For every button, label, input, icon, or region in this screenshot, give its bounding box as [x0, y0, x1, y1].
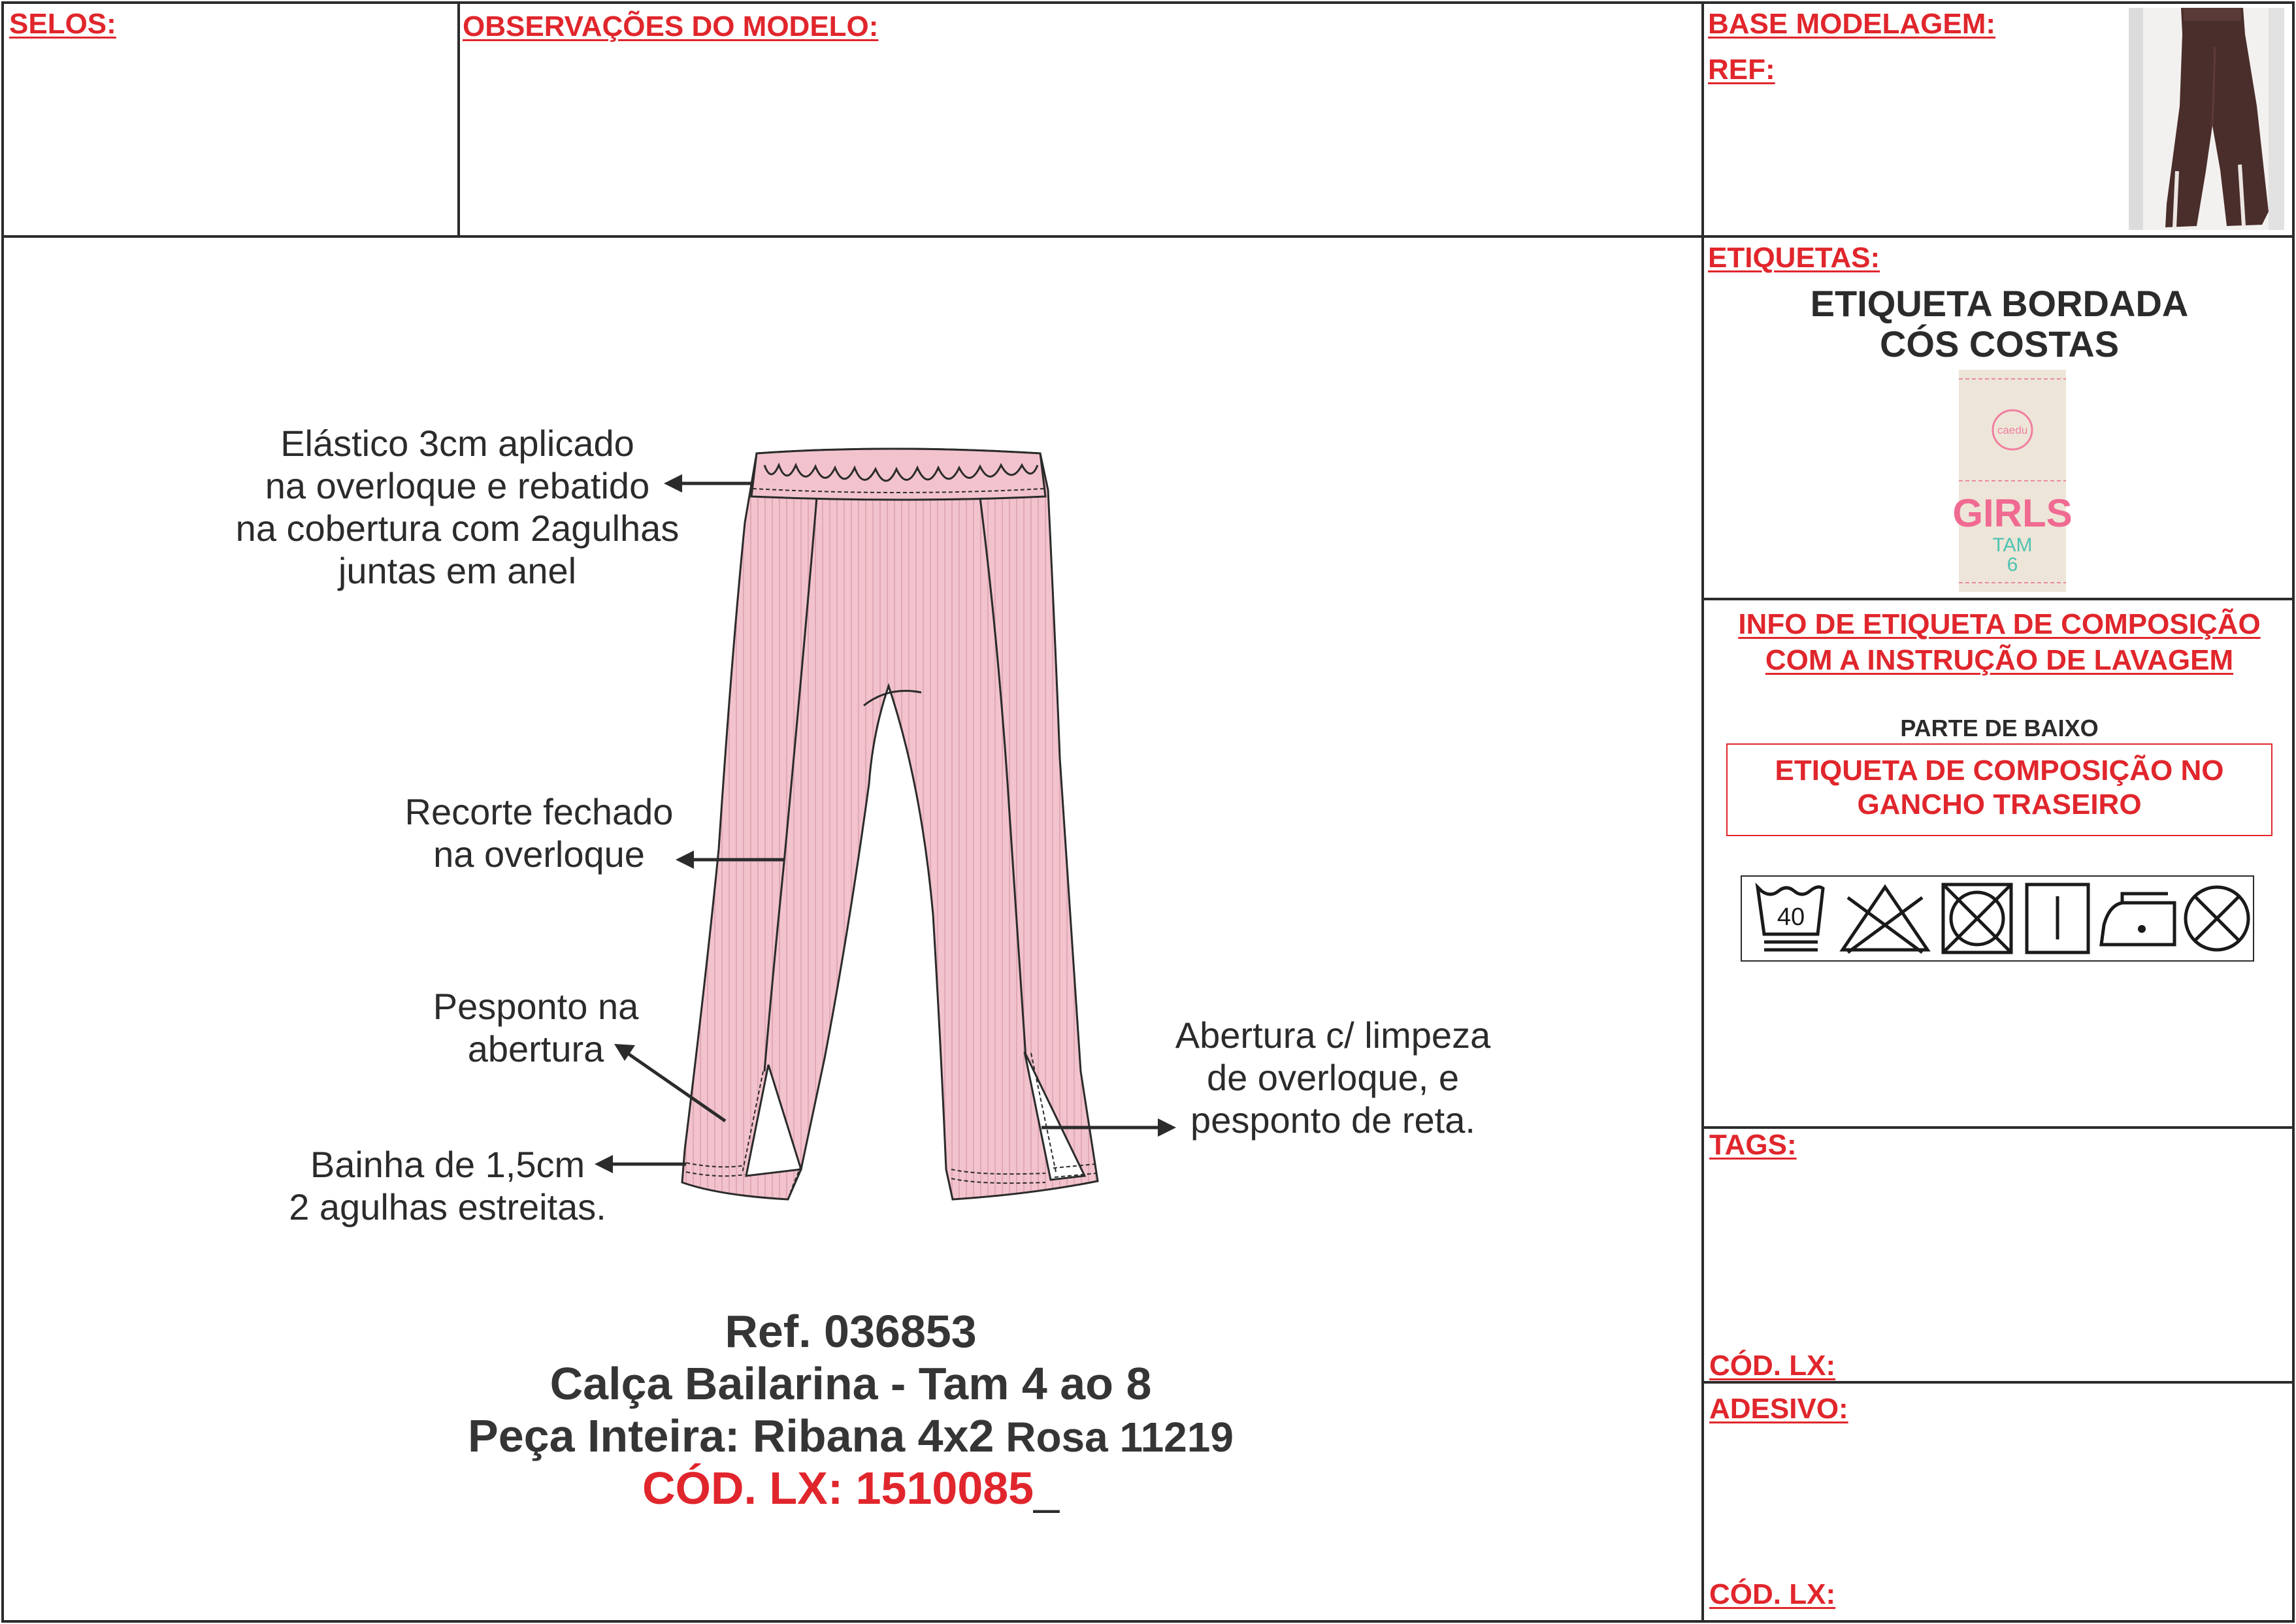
product-fabric-main: Peça Inteira: Ribana 4x2	[468, 1410, 994, 1461]
annotation-elastico	[196, 422, 719, 592]
parte-de-baixo-label: PARTE DE BAIXO	[1900, 715, 2099, 741]
wash-temp-text: 40	[1777, 903, 1805, 931]
selos-label: SELOS:	[9, 8, 116, 40]
label-girls-text: GIRLS	[1952, 491, 2073, 535]
annotation-elastico-line3: na cobertura com 2agulhas	[235, 508, 680, 549]
annotation-abertura-line2: de overloque, e	[1206, 1057, 1460, 1098]
label-brand-text: caedu	[1997, 424, 2028, 436]
product-name: Calça Bailarina - Tam 4 ao 8	[549, 1358, 1152, 1409]
annotation-elastico-line4: juntas em anel	[338, 550, 577, 591]
etiqueta-title-line2: CÓS COSTAS	[1879, 323, 2120, 365]
annotation-abertura	[1156, 1014, 1509, 1141]
label-size-text: 6	[2007, 554, 2018, 576]
composicao-heading	[1704, 606, 2295, 678]
annotation-abertura-line1: Abertura c/ limpeza	[1175, 1015, 1491, 1056]
tags-cod-lx-label: CÓD. LX:	[1709, 1350, 1836, 1382]
base-modelagem-label: BASE MODELAGEM:	[1708, 8, 1995, 40]
composicao-box	[1726, 743, 2272, 836]
annotation-abertura-line3: pesponto de reta.	[1190, 1099, 1475, 1141]
etiqueta-title	[1704, 284, 2295, 365]
annotation-elastico-line2: na overloque e rebatido	[265, 465, 650, 506]
embroidered-label-image	[1952, 370, 2073, 592]
composicao-heading-line1: INFO DE ETIQUETA DE COMPOSIÇÃO	[1738, 608, 2261, 640]
wash-40-icon	[1751, 881, 1831, 956]
etiquetas-label: ETIQUETAS:	[1708, 242, 1880, 274]
annotation-pesponto-line1: Pesponto na	[433, 986, 639, 1027]
reference-photo	[2129, 8, 2284, 230]
product-fabric	[0, 1410, 1701, 1462]
composicao-box-line2: GANCHO TRASEIRO	[1857, 788, 2142, 820]
observacoes-label: OBSERVAÇÕES DO MODELO:	[463, 10, 879, 42]
no-tumble-dry-icon	[1938, 879, 2016, 958]
no-dry-clean-icon	[2180, 879, 2254, 958]
sidebar-divider	[1701, 1, 1704, 1623]
no-bleach-icon	[1836, 881, 1934, 956]
annotation-elastico-line1: Elástico 3cm aplicado	[280, 423, 634, 464]
annotation-recorte-line2: na overloque	[433, 834, 645, 875]
composicao-box-line1: ETIQUETA DE COMPOSIÇÃO NO	[1775, 755, 2224, 787]
product-cod-lx-text: CÓD. LX: 1510085	[642, 1463, 1034, 1514]
annotation-recorte-line1: Recorte fechado	[404, 791, 674, 832]
etiqueta-title-line1: ETIQUETA BORDADA	[1810, 283, 2189, 324]
annotation-pesponto	[405, 985, 666, 1070]
ref-label: REF:	[1708, 54, 1775, 86]
product-ref: Ref. 036853	[725, 1306, 977, 1357]
annotation-bainha-line2: 2 agulhas estreitas.	[289, 1186, 606, 1227]
product-cod-lx: CÓD. LX: 1510085_	[642, 1463, 1060, 1514]
label-tam-text: TAM	[1992, 534, 2033, 556]
adesivo-label: ADESIVO:	[1709, 1393, 1848, 1425]
product-fabric-color: Rosa 11219	[994, 1414, 1234, 1461]
iron-low-icon	[2096, 879, 2181, 958]
annotation-recorte	[366, 790, 712, 875]
sidebar-rule-1	[1701, 235, 2295, 238]
annotation-pesponto-line2: abertura	[467, 1028, 604, 1069]
annotation-bainha-line1: Bainha de 1,5cm	[310, 1144, 585, 1185]
composicao-heading-line2: COM A INSTRUÇÃO DE LAVAGEM	[1765, 644, 2234, 676]
adesivo-cod-lx-label: CÓD. LX:	[1709, 1578, 1836, 1610]
sidebar-rule-2	[1701, 598, 2295, 600]
tags-label: TAGS:	[1709, 1129, 1797, 1161]
annotation-bainha	[261, 1143, 634, 1228]
line-dry-icon	[2022, 879, 2093, 958]
